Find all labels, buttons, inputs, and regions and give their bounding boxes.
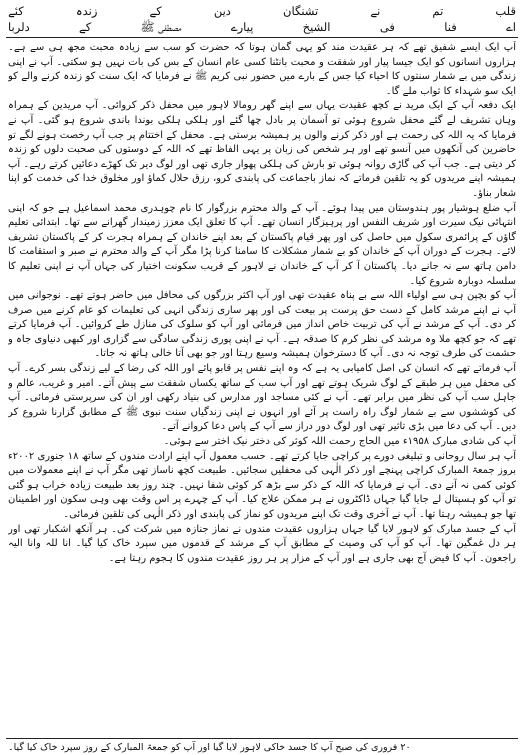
- verse-word: قلب: [495, 4, 516, 18]
- verse-word: فنا: [444, 20, 457, 34]
- verse-word: کے: [79, 20, 92, 34]
- verse-word: مصطفی ﷺ: [140, 20, 182, 34]
- verse-word: تم: [432, 4, 444, 18]
- closing-line: ۲۰ فروری کی صبح آپ کا جسد خاکی لاہور لایا گیا اور آپ کو جمعۃ المبارک کے روز سپرد خاک کیا گیا۔: [8, 742, 411, 753]
- poetry-verse-line-1: [8, 3, 516, 19]
- verse-word: دین: [213, 4, 231, 18]
- verse-word: تشنگان: [283, 4, 319, 18]
- marriage-note: آپ کی شادی مبارک ۱۹۵۸ء میں الحاج رحمت اللہ کوثر کی دختر نیک اختر سے ہوئی۔: [163, 436, 516, 448]
- poetry-verse-line-2: [8, 19, 516, 35]
- verse-word: فی: [379, 20, 395, 34]
- verse-word: کئے: [8, 4, 24, 18]
- body-paragraph: آپ ہر سال روحانی و تبلیغی دورے پر کراچی جایا کرتے تھے۔ حسب معمول آپ اپنے ارادت مندوں کے ساتھ ۱۸ جنوری ۲۰۰۲ء بروز جمعۃ المبارک کراچی پہنچے اور ذکر الٰہی کی محفلیں سجائیں۔ طبیعت کچھ ناساز تھی مگر آپ نے اپنے معمولات میں کوئی کمی نہ آنے دی۔ آپ نے فرمایا کہ اللہ کے ذکر سے بڑھ کر کوئی شفا نہیں۔ چند روز بعد طبیعت زیادہ خراب ہو گئی تو آپ کو ہسپتال لے جایا گیا جہاں ڈاکٹروں نے ہر ممکن علاج کیا۔ آپ کے چہرے پر اس وقت بھی وہی سکون اور اطمینان تھا جو ہمیشہ رہتا تھا۔ آپ نے آخری وقت تک اپنے مریدوں کو نماز کی پابندی اور ذکر الٰہی کی تلقین فرمائی۔: [8, 450, 516, 520]
- body-paragraph: آپ کو بچپن ہی سے اولیاء اللہ سے بے پناہ عقیدت تھی اور آپ اکثر بزرگوں کی محافل میں حاضر ہوتے تھے۔ نوجوانی میں آپ نے اپنے مرشد کامل کے دست حق پرست پر بیعت کی اور پھر ساری زندگی انہی کی تعلیمات کو عام کرنے میں صرف کر دی۔ آپ کے مرشد نے آپ کی تربیت خاص انداز میں فرمائی اور آپ کو سلوک کی منازل طے کروائیں۔ آپ فرمایا کرتے تھے کہ جو کچھ ملا وہ مرشد کی نظر کرم کا صدقہ ہے۔ آپ نے اپنی پوری زندگی سادگی سے گزاری اور کبھی دنیاوی جاہ و حشمت کی طرف توجہ نہ دی۔ آپ کا دسترخوان ہمیشہ وسیع رہتا اور جو بھی آتا خالی ہاتھ نہ جاتا۔: [8, 290, 516, 360]
- poetry-header: [8, 3, 516, 37]
- verse-word: کے: [149, 4, 162, 18]
- body-paragraph: ایک دفعہ آپ کے ایک مرید نے کچھ عقیدت یہاں سے اپنے گھر رومالا لاہور میں محفل ذکر کروائی۔ آپ مریدین کے ہمراہ وہاں تشریف لے گئے محفل شروع ہوئی تو آسمان پر بادل چھا گئے اور ہلکی ہلکی بوندا باندی شروع ہو گئی۔ آپ نے فرمایا کہ یہ اللہ کی رحمت ہے اور ذکر کرنے والوں پر ہمیشہ برستی ہے۔ محفل کے اختتام پر جب آپ رخصت ہونے لگے تو حاضرین کی آنکھوں میں آنسو تھے اور ہر شخص کی زبان پر یہی الفاظ تھے کہ اللہ کے دوستوں کی صحبت دلوں کو زندہ کر دیتی ہے۔ جب آپ کی گاڑی روانہ ہوئی تو بارش کی ہلکی پھوار جاری تھی اور لوگ دیر تک کھڑے دعائیں کرتے رہے۔ آپ ہمیشہ اپنے مریدوں کو یہ تلقین فرماتے کہ نماز باجماعت کی پابندی کرو، رزق حلال کماؤ اور مخلوق خدا کی خدمت کو اپنا شعار بناؤ۔: [8, 100, 516, 199]
- verse-word: نے: [370, 4, 381, 18]
- closing-line-row: [8, 742, 516, 755]
- verse-word: الشیخ: [302, 20, 331, 34]
- footer-divider: [6, 738, 518, 739]
- body-paragraph: آپ ایک ایسے شفیق تھے کہ ہر عقیدت مند کو یہی گمان ہوتا کہ حضرت کو سب سے زیادہ محبت مجھ ہی سے ہے۔ ہزاروں انسانوں کو ایک جیسا پیار اور شفقت و محبت بانٹنا کسی عام انسان کے بس کی بات نہیں ہو سکتی۔ آپ نے اپنی زندگی میں بے شمار سنتوں کا احیاء کیا جس کے بارے میں حضور نبی کریم ﷺ نے فرمایا کہ ایک سنت کو زندہ کرنے والے کو ایک سو شہداء کا ثواب ملے گا۔: [8, 42, 516, 97]
- verse-word: دلربا: [8, 20, 30, 34]
- verse-word: پیارے: [230, 20, 254, 34]
- body-paragraph: آپ فرماتے تھے کہ انسان کی اصل کامیابی یہ ہے کہ وہ اپنے نفس پر قابو پائے اور اللہ کی رضا کے لیے زندگی بسر کرے۔ آپ کی محفل میں ہر طبقے کے لوگ شریک ہوتے تھے اور آپ سب کے ساتھ یکساں شفقت سے پیش آتے۔ امیر و غریب، عالم و جاہل سب آپ کی نظر میں برابر تھے۔ آپ نے کئی مساجد اور مدارس کی بنیاد رکھی اور ان کی سرپرستی فرمائی۔ آپ کی کوششوں سے بے شمار لوگ راہ راست پر آئے اور انہوں نے اپنی زندگیاں سنت نبوی ﷺ کے مطابق گزارنا شروع کر دیں۔ آپ کی دعا میں بڑی تاثیر تھی اور لوگ دور دراز سے آپ کے پاس دعا کروانے آتے۔: [8, 363, 516, 433]
- article-body: [8, 41, 516, 735]
- header-divider: [6, 37, 518, 38]
- body-paragraph: آپ ضلع ہوشیار پور ہندوستان میں پیدا ہوئے۔ آپ کے والد محترم بزرگوار کا نام چوہدری محمد اسماعیل ہے جو کہ اپنی انتہائی نیک سیرت اور شریف النفس اور پرہیزگار انسان تھے۔ آپ کا تعلق ایک معزز زمیندار گھرانے سے تھا۔ ابتدائی تعلیم گاؤں کے پرائمری سکول میں حاصل کی اور پھر قیام پاکستان کے بعد اپنے خاندان کے ہمراہ ہجرت کر کے پاکستان تشریف لائے۔ ہجرت کے دوران آپ کے خاندان کو بے شمار مشکلات کا سامنا کرنا پڑا مگر آپ کے والد محترم نے صبر و استقامت کا دامن ہاتھ سے نہ جانے دیا۔ پاکستان آ کر آپ کے خاندان نے لاہور کے قریب سکونت اختیار کی جہاں آپ نے اپنی تعلیم کا سلسلہ دوبارہ شروع کیا۔: [8, 202, 516, 287]
- verse-word: اے: [506, 20, 516, 34]
- verse-word: زندہ: [75, 4, 98, 18]
- body-paragraph: آپ کے جسد مبارک کو لاہور لایا گیا جہاں ہزاروں عقیدت مندوں نے نماز جنازہ میں شرکت کی۔ ہر آنکھ اشکبار تھی اور ہر دل غمگین تھا۔ آپ کو آپ کی وصیت کے مطابق آپ کے مرشد کے قدموں میں سپرد خاک کیا گیا۔ انا للہ وانا الیہ راجعون۔ آپ کا فیض آج بھی جاری ہے اور آپ کے مزار پر ہر روز عقیدت مندوں کا ہجوم رہتا ہے۔: [8, 523, 516, 564]
